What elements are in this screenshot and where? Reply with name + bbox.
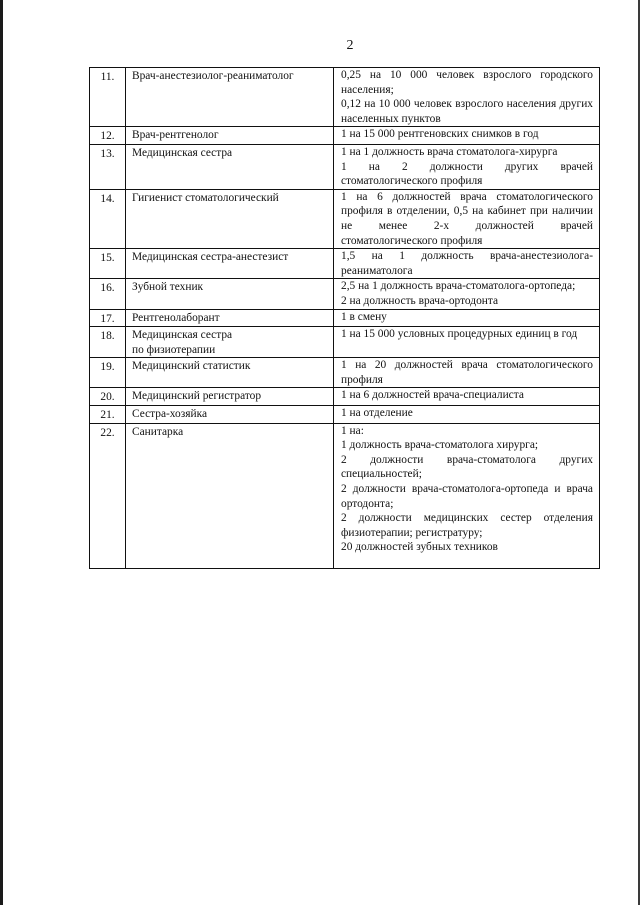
position-title [126,327,334,358]
staffing-norm-line: 20 должностей зубных техников [341,541,498,554]
table-row [90,279,600,309]
table-row [90,327,600,358]
staffing-norm-line: 1,5 на 1 должность врача-анестезиолога-реаниматолога [341,250,593,277]
staffing-norm-line: 1 должность врача-стоматолога хирурга; [341,439,539,452]
row-number: 21. [90,406,126,424]
row-number: 22. [90,423,126,568]
position-title [126,406,334,424]
position-title-line: по физиотерапии [132,343,216,356]
staffing-norm-line: 1 на 6 должностей врача стоматологического профиля в отделении, 0,5 на кабинет при наличии не менее 2-х должностей врачей стоматологического профиля [341,190,593,247]
table-row [90,189,600,248]
row-number: 12. [90,127,126,145]
staffing-norm [334,279,600,309]
staffing-norm [334,358,600,388]
position-title [126,423,334,568]
staffing-norms-table [89,67,600,569]
staffing-norm [334,127,600,145]
position-title [126,388,334,406]
position-title [126,189,334,248]
staffing-norm-line: 1 на 15 000 условных процедурных единиц в год [341,328,578,341]
position-title [126,309,334,327]
row-number: 13. [90,144,126,189]
staffing-norm [334,249,600,279]
row-number: 11. [90,68,126,127]
position-title-line: Санитарка [132,425,184,438]
position-title-line: Медицинская сестра [132,146,233,159]
scan-edge-left [0,0,3,905]
row-number: 14. [90,189,126,248]
staffing-norm-line: 1 на: [341,424,364,437]
staffing-norm [334,68,600,127]
row-number: 15. [90,249,126,279]
staffing-norm-line: 2 на должность врача-ортодонта [341,294,499,307]
position-title [126,144,334,189]
position-title-line: Врач-рентгенолог [132,129,219,142]
staffing-norm [334,189,600,248]
row-number: 19. [90,358,126,388]
staffing-norm-line: 1 на 2 должности других врачей стоматологического профиля [341,160,593,188]
staffing-norm [334,144,600,189]
staffing-norm [334,423,600,568]
table-row [90,144,600,189]
staffing-norm-line: 1 на отделение [341,407,413,420]
position-title-line: Медицинский статистик [132,360,251,373]
staffing-norm-line: 2 должности врача-стоматолога других специальностей; [341,453,593,481]
staffing-norm [334,388,600,406]
staffing-norm-line: 2,5 на 1 должность врача-стоматолога-ортопеда; [341,280,576,293]
staffing-norm-line: 1 на 20 должностей врача стоматологического профиля [341,359,593,386]
position-title [126,279,334,309]
staffing-norm-line: 1 в смену [341,310,387,323]
position-title-line: Медицинский регистратор [132,390,262,403]
position-title-line: Сестра-хозяйка [132,408,208,421]
table-row [90,68,600,127]
staffing-norm-line: 1 на 1 должность врача стоматолога-хирурга [341,145,558,158]
position-title-line: Зубной техник [132,281,204,294]
table-row [90,309,600,327]
position-title [126,68,334,127]
position-title [126,127,334,145]
position-title [126,249,334,279]
position-title-line: Медицинская сестра [132,329,233,342]
page-number: 2 [346,38,354,53]
table-row [90,388,600,406]
position-title-line: Врач-анестезиолог-реаниматолог [132,70,294,82]
row-number: 20. [90,388,126,406]
staffing-norm-line: 1 на 6 должностей врача-специалиста [341,389,524,402]
table-row [90,358,600,388]
row-number: 16. [90,279,126,309]
position-title [126,358,334,388]
staffing-norm [334,309,600,327]
staffing-norm [334,406,600,424]
position-title-line: Гигиенист стоматологический [132,191,279,204]
staffing-norm-line: 0,25 на 10 000 человек взрослого городского населения; [341,69,593,96]
staffing-norm-line: 2 должности медицинских сестер отделения физиотерапии; регистратуру; [341,512,593,539]
row-number: 18. [90,327,126,358]
staffing-norm-line: 1 на 15 000 рентгеновских снимков в год [341,128,539,141]
position-title-line: Рентгенолаборант [132,311,220,324]
position-title-line: Медицинская сестра-анестезист [132,251,289,264]
row-number: 17. [90,309,126,327]
table-row [90,423,600,568]
table-row [90,406,600,424]
staffing-norm-line: 2 должности врача-стоматолога-ортопеда и врача ортодонта; [341,483,593,510]
staffing-norm [334,327,600,358]
staffing-norm-line: 0,12 на 10 000 человек взрослого населения других населенных пунктов [341,98,593,125]
table-row [90,249,600,279]
table-row [90,127,600,145]
